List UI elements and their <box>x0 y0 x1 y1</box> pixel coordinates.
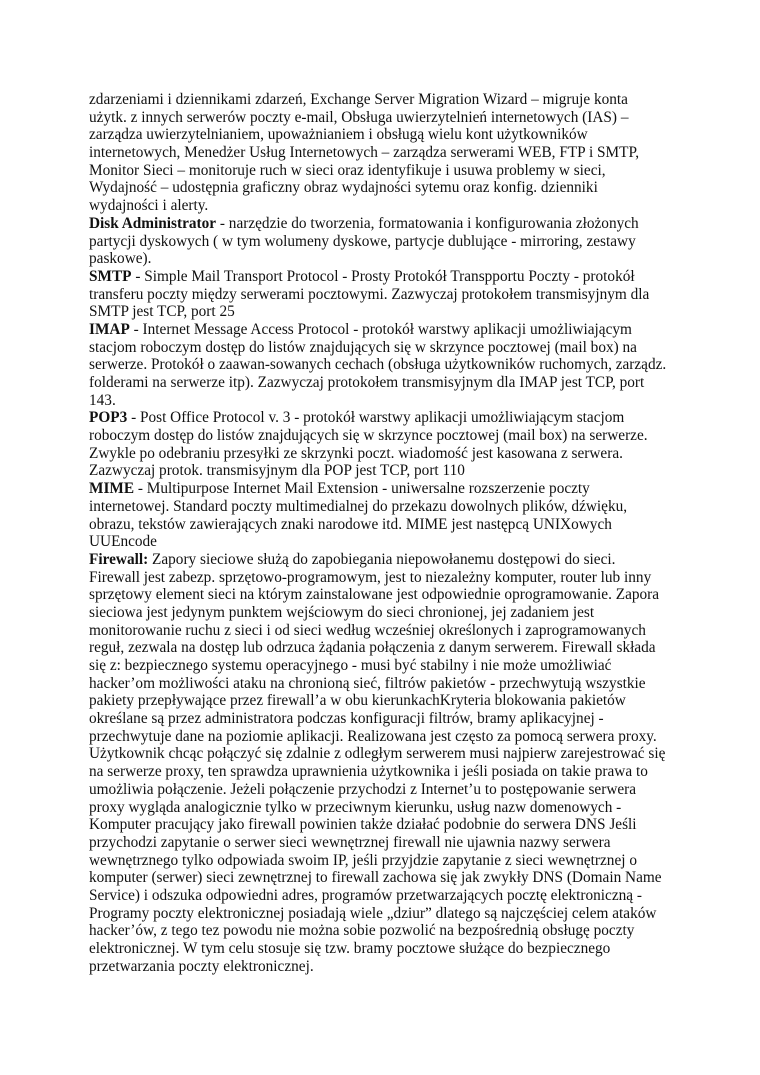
line-text: Firewall jest zabezp. sprzętowo-programowym, jest to niezależny komputer, router lub inny <box>89 568 652 586</box>
text-line <box>89 852 670 870</box>
text-line <box>89 268 670 286</box>
paragraph <box>89 905 670 976</box>
line-text: roboczym dostęp do listów znajdujących się w skrzynce pocztowej (mail box) na serwerze. <box>89 427 648 445</box>
text-line <box>89 339 670 357</box>
text-line <box>89 816 670 834</box>
line-text: Programy poczty elektronicznej posiadają wiele „dziur” dlatego są najczęściej celem ataków <box>89 904 657 922</box>
line-text: umożliwia połączenie. Jeżeli połączenie przychodzi z Internet’u to postępowanie serwera <box>89 780 637 798</box>
line-text: partycji dyskowych ( w tym wolumeny dyskowe, partycje dublujące - mirroring, zestawy <box>89 232 636 250</box>
line-text: wydajności i alerty. <box>89 197 209 215</box>
text-line <box>89 250 670 268</box>
text-line <box>89 745 670 763</box>
line-text: komputer (serwer) sieci zewnętrznej to firewall zachowa się jak zwykły DNS (Domain Name <box>89 869 662 887</box>
line-text: - narzędzie do tworzenia, formatowania i konfigurowania złożonych <box>216 214 639 232</box>
term-heading: Disk Administrator <box>89 214 217 232</box>
line-text: UUEncode <box>89 533 157 551</box>
line-text: Wydajność – udostępnia graficzny obraz wydajności sytemu oraz konfig. dzienniki <box>89 179 598 197</box>
line-text: wewnętrznego tylko odpowiada swoim IP, jeśli przyjdzie zapytanie z sieci wewnętrznej o <box>89 851 637 869</box>
text-line <box>89 109 670 127</box>
line-text: użytk. z innych serwerów poczty e-mail, Obsługa uwierzytelnień internetowych (IAS) – <box>89 108 629 126</box>
line-text: sieciowa jest jedynym punktem wejściowym do sieci chronionej, jej zadaniem jest <box>89 603 595 621</box>
line-text: przetwarzania poczty elektronicznej. <box>89 957 314 975</box>
line-text: serwerze. Protokół o zaawan-sowanych cechach (obsługa użytkowników ruchomych, zarządz. <box>89 356 667 374</box>
paragraph <box>89 215 670 268</box>
text-line <box>89 533 670 551</box>
text-line <box>89 692 670 710</box>
text-line <box>89 144 670 162</box>
line-text: przychodzi zapytanie o serwer sieci wewnętrznej firewall nie ujawnia nazwy serwera <box>89 833 611 851</box>
line-text: Zapory sieciowe służą do zapobiegania niepowołanemu dostępowi do sieci. <box>148 550 616 568</box>
text-line <box>89 498 670 516</box>
text-line <box>89 462 670 480</box>
paragraph <box>89 480 670 551</box>
line-text: reguł, zezwala na dostęp lub odrzuca żądania połączenia z danym serwerem. Firewall składa <box>89 639 656 657</box>
line-text: pakiety przepływające przez firewall’a w obu kierunkachKryteria blokowania pakietów <box>89 692 626 710</box>
text-line <box>89 162 670 180</box>
line-text: Zazwyczaj protok. transmisyjnym dla POP jest TCP, port 110 <box>89 462 465 480</box>
paragraph <box>89 268 670 321</box>
line-text: Monitor Sieci – monitoruje ruch w sieci oraz identyfikuje i usuwa problemy w sieci, <box>89 161 606 179</box>
text-line <box>89 551 670 569</box>
text-line <box>89 887 670 905</box>
text-line <box>89 445 670 463</box>
text-line <box>89 392 670 410</box>
line-text: - Post Office Protocol v. 3 - protokół warstwy aplikacji umożliwiającym stacjom <box>127 409 625 427</box>
text-line <box>89 940 670 958</box>
text-line <box>89 781 670 799</box>
line-text: - Simple Mail Transport Protocol - Prosty Protokół Transpportu Poczty - protokół <box>131 267 635 285</box>
line-text: Zwykle po odebraniu przesyłki ze skrzynki poczt. wiadomość jest kasowana z serwera. <box>89 444 623 462</box>
line-text: Service) i odszuka odpowiedni adres, programów przetwarzających pocztę elektroniczną - <box>89 886 642 904</box>
line-text: obrazu, tekstów zawierających znaki narodowe itd. MIME jest następcą UNIXowych <box>89 515 612 533</box>
term-heading: POP3 <box>89 409 128 427</box>
text-line <box>89 639 670 657</box>
paragraph <box>89 321 670 409</box>
line-text: hacker’ów, z tego tez powodu nie można sobie pozwolić na bezpośrednią obsługę poczty <box>89 922 635 940</box>
paragraph <box>89 409 670 480</box>
document-page <box>89 91 670 975</box>
text-line <box>89 569 670 587</box>
text-line <box>89 710 670 728</box>
term-heading: SMTP <box>89 267 132 285</box>
text-line <box>89 233 670 251</box>
text-line <box>89 622 670 640</box>
line-text: - Multipurpose Internet Mail Extension - uniwersalne rozszerzenie poczty <box>134 480 590 498</box>
text-line <box>89 374 670 392</box>
text-line <box>89 799 670 817</box>
line-text: folderami na serwerze itp). Zazwyczaj protokołem transmisyjnym dla IMAP jest TCP, port <box>89 374 645 391</box>
text-line <box>89 869 670 887</box>
text-line <box>89 657 670 675</box>
text-line <box>89 409 670 427</box>
term-heading: MIME <box>89 480 135 498</box>
text-line <box>89 480 670 498</box>
text-line <box>89 586 670 604</box>
line-text: przechwytuje dane na poziomie aplikacji. Realizowana jest często za pomocą serwera proxy. <box>89 727 657 745</box>
text-line <box>89 834 670 852</box>
line-text: monitorowanie ruchu z sieci i od sieci według wcześniej określonych i zaprogramowanych <box>89 621 646 639</box>
line-text: internetowej. Standard poczty multimedialnej do przekazu dowolnych plików, dźwięku, <box>89 497 628 515</box>
text-line <box>89 728 670 746</box>
line-text: SMTP jest TCP, port 25 <box>89 303 235 321</box>
line-text: Komputer pracujący jako firewall powinien także działać podobnie do serwera DNS Jeśli <box>89 816 637 834</box>
text-line <box>89 321 670 339</box>
text-line <box>89 604 670 622</box>
text-line <box>89 922 670 940</box>
line-text: transferu poczty między serwerami pocztowymi. Zazwyczaj protokołem transmisyjnym dla <box>89 285 650 303</box>
text-line <box>89 905 670 923</box>
term-heading: IMAP <box>89 320 130 338</box>
text-line <box>89 126 670 144</box>
text-line <box>89 91 670 109</box>
line-text: zdarzeniami i dziennikami zdarzeń, Exchange Server Migration Wizard – migruje konta <box>89 91 628 108</box>
line-text: paskowe). <box>89 250 152 268</box>
text-line <box>89 286 670 304</box>
line-text: Użytkownik chcąc połączyć się zdalnie z odległym serwerem musi najpierw zarejestrować się <box>89 745 666 763</box>
line-text: hacker’om możliwości ataku na chronioną sieć, filtrów pakietów - przechwytują wszystkie <box>89 674 646 692</box>
term-heading: Firewall: <box>89 550 149 568</box>
line-text: internetowych, Menedżer Usług Internetowych – zarządza serwerami WEB, FTP i SMTP, <box>89 144 640 162</box>
line-text: 143. <box>89 391 116 409</box>
line-text: określane są przez administratora podczas konfiguracji filtrów, bramy aplikacyjnej - <box>89 710 604 728</box>
paragraph <box>89 551 670 905</box>
line-text: proxy wygląda analogicznie tylko w przeciwnym kierunku, usług nazw domenowych - <box>89 798 622 816</box>
line-text: się z: bezpiecznego systemu operacyjnego - musi być stabilny i nie może umożliwiać <box>89 657 612 674</box>
line-text: zarządza uwierzytelnianiem, upoważnianiem i obsługą wielu kont użytkowników <box>89 126 588 144</box>
text-line <box>89 197 670 215</box>
line-text: na serwerze proxy, ten sprawdza uprawnienia użytkownika i jeśli posiada on takie prawa to <box>89 763 648 781</box>
text-line <box>89 958 670 976</box>
paragraph <box>89 91 670 215</box>
text-line <box>89 215 670 233</box>
line-text: - Internet Message Access Protocol - protokół warstwy aplikacji umożliwiającym <box>129 320 632 338</box>
text-line <box>89 356 670 374</box>
text-line <box>89 516 670 534</box>
text-line <box>89 427 670 445</box>
line-text: stacjom roboczym dostęp do listów znajdujących się w skrzynce pocztowej (mail box) na <box>89 338 637 356</box>
line-text: sprzętowy element sieci na którym zainstalowane jest odpowiednie oprogramowanie. Zapora <box>89 586 660 604</box>
text-line <box>89 763 670 781</box>
text-line <box>89 675 670 693</box>
line-text: elektronicznej. W tym celu stosuje się tzw. bramy pocztowe służące do bezpiecznego <box>89 940 611 957</box>
text-line <box>89 303 670 321</box>
text-line <box>89 179 670 197</box>
